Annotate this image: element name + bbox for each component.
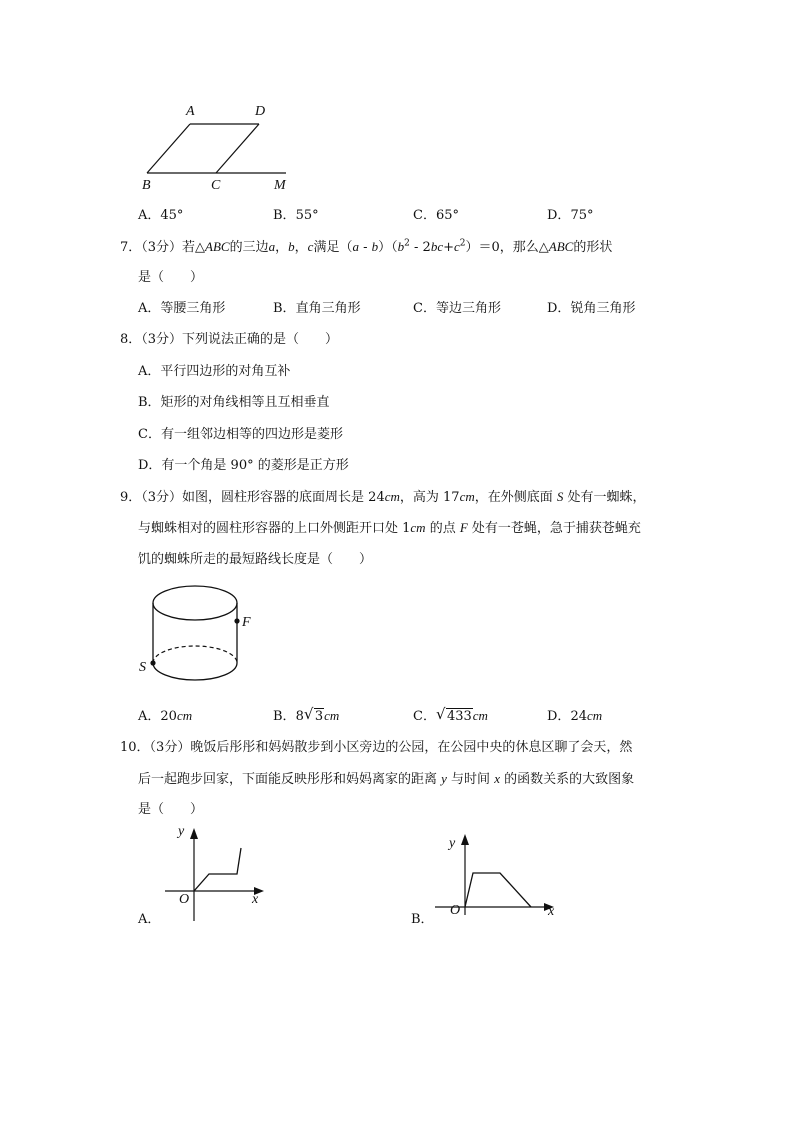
label-A: A (186, 104, 195, 119)
q8-option-a[interactable]: A．平行四边形的对角互补 (138, 364, 291, 379)
point-S (150, 660, 155, 665)
q10-stem-line2: 后一起跑步回家，下面能反映彤彤和妈妈离家的距离 y 与时间 x 的函数关系的大致图象 (138, 771, 635, 787)
graph-a-y-arrow (190, 828, 198, 839)
q9-stem-line2: 与蜘蛛相对的圆柱形容器的上口外侧距开口处 1cm 的点 F 处有一苍蝇，急于捕获苍蝇充 (138, 520, 641, 536)
q6-option-d[interactable]: D．75° (547, 208, 594, 223)
graph-b-origin-label: O (450, 903, 461, 918)
q7-stem-line2: 是（ ） (138, 270, 204, 285)
q7-stem-line1: 7．（3分）若△ABC的三边a，b，c满足$(a - b)(b^2 - 2bc+c^2)=0$，那么△ABC的形状 (120, 238, 613, 255)
q9-stem-line1: 9．（3分）如图，圆柱形容器的底面周长是 24cm，高为 17cm，在外侧底面 S 处有一蜘蛛， (120, 489, 646, 505)
point-F (234, 618, 239, 623)
graph-b-y-label: y (449, 836, 456, 851)
q8-option-b[interactable]: B．矩形的对角线相等且互相垂直 (138, 395, 330, 410)
q7-option-d[interactable]: D．锐角三角形 (547, 301, 636, 316)
q6-option-c[interactable]: C．65° (413, 208, 459, 223)
cylinder-label-F: F (242, 615, 251, 630)
label-M: M (274, 178, 286, 193)
sqrt-symbol: √ 433 (435, 705, 472, 724)
q8-stem: 8．（3分）下列说法正确的是（ ） (120, 332, 339, 347)
q9-stem-line3: 饥的蜘蛛所走的最短路线长度是（ ） (138, 552, 373, 567)
q6-option-a[interactable]: A．45° (138, 208, 184, 223)
graph-b-y-arrow (461, 834, 469, 845)
graph-b-x-label: x (548, 904, 555, 919)
graph-a-option-letter[interactable]: A． (138, 912, 161, 927)
sqrt-symbol: √ 3 (303, 705, 324, 724)
q9-option-b[interactable]: B．8 √ 3cm (273, 705, 340, 724)
q6-option-b[interactable]: B．55° (273, 208, 319, 223)
q9-option-a[interactable]: A．20cm (138, 708, 193, 724)
label-C: C (211, 178, 221, 193)
cylinder-bottom-back (153, 646, 237, 663)
graph-a-x-label: x (252, 892, 259, 907)
q7-option-b[interactable]: B．直角三角形 (273, 301, 361, 316)
segment-AB (147, 124, 190, 173)
label-D: D (255, 104, 266, 119)
q10-stem-line3: 是（ ） (138, 802, 204, 817)
q8-option-c[interactable]: C．有一组邻边相等的四边形是菱形 (138, 427, 343, 442)
graph-a-curve (194, 848, 241, 891)
q9-option-c[interactable]: C． √ 433cm (413, 705, 488, 724)
graph-a (160, 825, 275, 925)
label-B: B (142, 178, 151, 193)
q8-option-d[interactable]: D．有一个角是 90° 的菱形是正方形 (138, 458, 349, 473)
graph-a-y-label: y (178, 824, 185, 839)
graph-b-option-letter[interactable]: B． (411, 912, 434, 927)
cylinder-top-ellipse (153, 586, 237, 620)
cylinder-label-S: S (139, 660, 146, 675)
cylinder-bottom-front (153, 663, 237, 680)
q7-option-c[interactable]: C．等边三角形 (413, 301, 501, 316)
q10-stem-line1: 10．（3分）晚饭后彤彤和妈妈散步到小区旁边的公园，在公园中央的休息区聊了会天，然 (120, 740, 633, 755)
graph-b-curve (465, 873, 531, 907)
q9-option-d[interactable]: D．24cm (547, 708, 603, 724)
q7-option-a[interactable]: A．等腰三角形 (138, 301, 226, 316)
segment-DC (216, 124, 259, 173)
cylinder-figure (150, 580, 250, 695)
graph-a-origin-label: O (179, 892, 190, 907)
